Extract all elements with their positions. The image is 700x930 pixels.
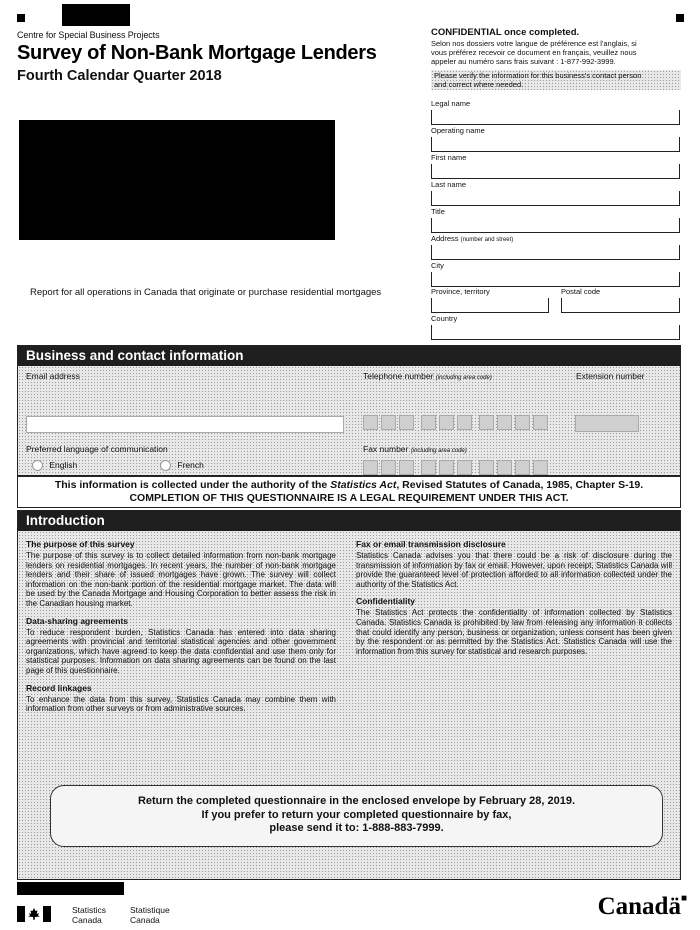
address-label bbox=[431, 234, 680, 243]
linkage-text: To enhance the data from this survey, Statistics Canada may combine them with information from other surveys or from administrative sources. bbox=[26, 694, 336, 714]
registration-mark-right bbox=[676, 14, 684, 22]
business-contact-heading: Business and contact information bbox=[18, 346, 680, 366]
province-input[interactable] bbox=[431, 298, 549, 313]
linkage-title: Record linkages bbox=[26, 682, 92, 693]
authority-line-1 bbox=[18, 479, 680, 492]
wordmark-flag-icon: ■ bbox=[680, 893, 687, 904]
digit-cell[interactable] bbox=[515, 415, 530, 430]
business-contact-body bbox=[18, 366, 680, 475]
introduction-heading: Introduction bbox=[18, 511, 680, 531]
digit-cell[interactable] bbox=[497, 460, 512, 475]
country-label: Country bbox=[431, 314, 458, 323]
fax-disclosure-title: Fax or email transmission disclosure bbox=[356, 539, 506, 549]
digit-cell[interactable] bbox=[399, 460, 414, 475]
redacted-address-block bbox=[19, 120, 335, 240]
authority-act: Statistics Act bbox=[330, 479, 397, 491]
centre-name: Centre for Special Business Projects bbox=[17, 30, 160, 40]
title-input[interactable] bbox=[431, 218, 680, 233]
french-notice bbox=[431, 39, 679, 66]
stats-en-line-2: Canada bbox=[72, 914, 102, 925]
email-label: Email address bbox=[26, 371, 80, 381]
return-line-3: please send it to: 1-888-883-7999. bbox=[269, 822, 444, 834]
digit-cell[interactable] bbox=[533, 415, 548, 430]
canada-wordmark-text: Canadä bbox=[597, 893, 681, 920]
digit-cell[interactable] bbox=[497, 415, 512, 430]
confidentiality-title: Confidentiality bbox=[356, 596, 416, 607]
legal-name-input[interactable] bbox=[431, 110, 680, 125]
first-name-input[interactable] bbox=[431, 164, 680, 179]
verify-line-2: and correct where needed. bbox=[434, 80, 524, 89]
email-input[interactable] bbox=[26, 416, 344, 433]
digit-cell[interactable] bbox=[439, 415, 454, 430]
survey-subtitle: Fourth Calendar Quarter 2018 bbox=[17, 68, 222, 84]
fax-disclosure-text: Statistics Canada advises you that there could be a risk of disclosure during the transmission of information by fax or email. However, upon receipt, Statistics Canada will provide the guaranteed level of protection afforded to all information collected under the authority of the Statistics Act. bbox=[356, 551, 672, 589]
country-input[interactable] bbox=[431, 325, 680, 340]
digit-cell[interactable] bbox=[421, 460, 436, 475]
operating-name-input[interactable] bbox=[431, 137, 680, 152]
province-label: Province, territory bbox=[431, 287, 490, 296]
first-name-label: First name bbox=[431, 153, 467, 162]
french-radio[interactable] bbox=[160, 460, 171, 471]
report-instruction: Report for all operations in Canada that originate or purchase residential mortgages bbox=[30, 287, 382, 298]
digit-cell[interactable] bbox=[457, 460, 472, 475]
language-label: Preferred language of communication bbox=[26, 444, 168, 454]
registration-mark-left bbox=[17, 14, 25, 22]
digit-cell[interactable] bbox=[381, 415, 396, 430]
return-line-1: Return the completed questionnaire in the enclosed envelope by February 28, 2019. bbox=[137, 795, 576, 807]
stats-fr-line-2: Canada bbox=[130, 914, 160, 925]
legal-name-label: Legal name bbox=[431, 99, 471, 108]
return-instructions bbox=[50, 785, 663, 847]
redacted-id bbox=[62, 4, 130, 26]
digit-cell[interactable] bbox=[363, 460, 378, 475]
verify-line-1: Please verify the information for this business's contact person bbox=[434, 71, 642, 80]
statistics-canada-en bbox=[72, 906, 106, 925]
french-line-3: appeler au numéro sans frais suivant : 1-877-992-3999. bbox=[431, 57, 616, 66]
fax-label-text: Fax number bbox=[363, 444, 409, 454]
legal-name-field[interactable] bbox=[431, 99, 680, 125]
canada-flag-icon bbox=[17, 906, 51, 927]
last-name-field[interactable] bbox=[431, 180, 680, 206]
postal-code-input[interactable] bbox=[561, 298, 680, 313]
business-contact-section bbox=[17, 345, 681, 476]
extension-input[interactable] bbox=[575, 415, 639, 432]
fax-hint: (including area code) bbox=[410, 448, 467, 454]
city-field[interactable] bbox=[431, 261, 680, 287]
postal-code-field[interactable] bbox=[561, 287, 680, 313]
city-input[interactable] bbox=[431, 272, 680, 287]
city-label: City bbox=[431, 261, 444, 270]
digit-cell[interactable] bbox=[439, 460, 454, 475]
stats-en-line-1: Statistics bbox=[72, 905, 107, 915]
stats-fr-line-1: Statistique bbox=[130, 905, 170, 915]
digit-cell[interactable] bbox=[533, 460, 548, 475]
address-hint: (number and street) bbox=[460, 237, 514, 243]
telephone-label-text: Telephone number bbox=[363, 371, 434, 381]
last-name-input[interactable] bbox=[431, 191, 680, 206]
fax-input[interactable] bbox=[363, 460, 548, 475]
confidentiality-text: The Statistics Act protects the confidentiality of information collected by Statistics Canada. Statistics Canada is prohibited by law from releasing any information it collects that could identify any person, business or organization, unless consent has been given by the respondent or as permitted by the Statistics Act. Statistics Canada will use the information from this survey for statistical and research purposes. bbox=[356, 608, 672, 656]
telephone-hint: (including area code) bbox=[435, 375, 492, 381]
authority-notice bbox=[17, 476, 681, 508]
english-label: English bbox=[49, 460, 78, 470]
digit-cell[interactable] bbox=[421, 415, 436, 430]
intro-right-column bbox=[356, 539, 672, 663]
digit-cell[interactable] bbox=[363, 415, 378, 430]
confidential-title: CONFIDENTIAL once completed. bbox=[431, 27, 580, 38]
telephone-label bbox=[363, 371, 492, 381]
sharing-text: To reduce respondent burden, Statistics Canada has entered into data sharing agreements with provincial and territorial statistical agencies and other government organizations, which have agreed to keep the data confidential and use them only for statistical purposes. Information on data sharing agreements can be found on the last page of this questionnaire. bbox=[26, 627, 336, 675]
address-label-text: Address bbox=[431, 234, 459, 243]
extension-label: Extension number bbox=[576, 371, 645, 381]
verify-notice bbox=[431, 70, 681, 90]
return-line-2: If you prefer to return your completed questionnaire by fax, bbox=[201, 808, 512, 821]
french-label: French bbox=[177, 460, 204, 470]
digit-cell[interactable] bbox=[515, 460, 530, 475]
authority-text-a: This information is collected under the authority of the bbox=[54, 479, 331, 491]
digit-cell[interactable] bbox=[399, 415, 414, 430]
statistique-canada-fr bbox=[130, 906, 170, 925]
operating-name-field[interactable] bbox=[431, 126, 680, 152]
authority-line-2: COMPLETION OF THIS QUESTIONNAIRE IS A LEGAL REQUIREMENT UNDER THIS ACT. bbox=[129, 492, 569, 504]
english-option[interactable] bbox=[32, 460, 77, 471]
authority-text-b: , Revised Statutes of Canada, 1985, Chapter S-19. bbox=[396, 479, 644, 491]
operating-name-label: Operating name bbox=[431, 126, 485, 135]
intro-left-column bbox=[26, 539, 336, 721]
purpose-text: The purpose of this survey is to collect detailed information from non-bank mortgage lenders on residential mortgages. In recent years, the number of non-bank mortgage lenders and their share of issued mortgages have grown. The survey will collect information on the non-bank portion of the residential mortgage market. The data will be used by the Canada Mortgage and Housing Corporation to better assess the risk in the Canadian housing market. bbox=[26, 551, 336, 608]
province-field[interactable] bbox=[431, 287, 549, 313]
address-field[interactable] bbox=[431, 234, 680, 260]
survey-title: Survey of Non-Bank Mortgage Lenders bbox=[17, 42, 377, 64]
country-field[interactable] bbox=[431, 314, 680, 340]
digit-cell[interactable] bbox=[457, 415, 472, 430]
digit-cell[interactable] bbox=[479, 415, 494, 430]
confidential-block bbox=[431, 27, 679, 90]
postal-code-label: Postal code bbox=[561, 287, 601, 296]
french-line-1: Selon nos dossiers votre langue de préférence est l'anglais, si bbox=[431, 39, 637, 48]
digit-cell[interactable] bbox=[381, 460, 396, 475]
sharing-title: Data-sharing agreements bbox=[26, 615, 129, 626]
english-radio[interactable] bbox=[32, 460, 43, 471]
purpose-title: The purpose of this survey bbox=[26, 539, 135, 549]
digit-cell[interactable] bbox=[479, 460, 494, 475]
french-option[interactable] bbox=[160, 460, 204, 471]
title-field[interactable] bbox=[431, 207, 680, 233]
redacted-footer-id bbox=[17, 882, 124, 895]
title-label: Title bbox=[431, 207, 445, 216]
canada-wordmark bbox=[598, 893, 687, 921]
last-name-label: Last name bbox=[431, 180, 467, 189]
address-input[interactable] bbox=[431, 245, 680, 260]
telephone-input[interactable] bbox=[363, 415, 548, 430]
fax-label bbox=[363, 444, 467, 454]
french-line-2: vous préférez recevoir ce document en français, veuillez nous bbox=[431, 48, 637, 57]
first-name-field[interactable] bbox=[431, 153, 680, 179]
